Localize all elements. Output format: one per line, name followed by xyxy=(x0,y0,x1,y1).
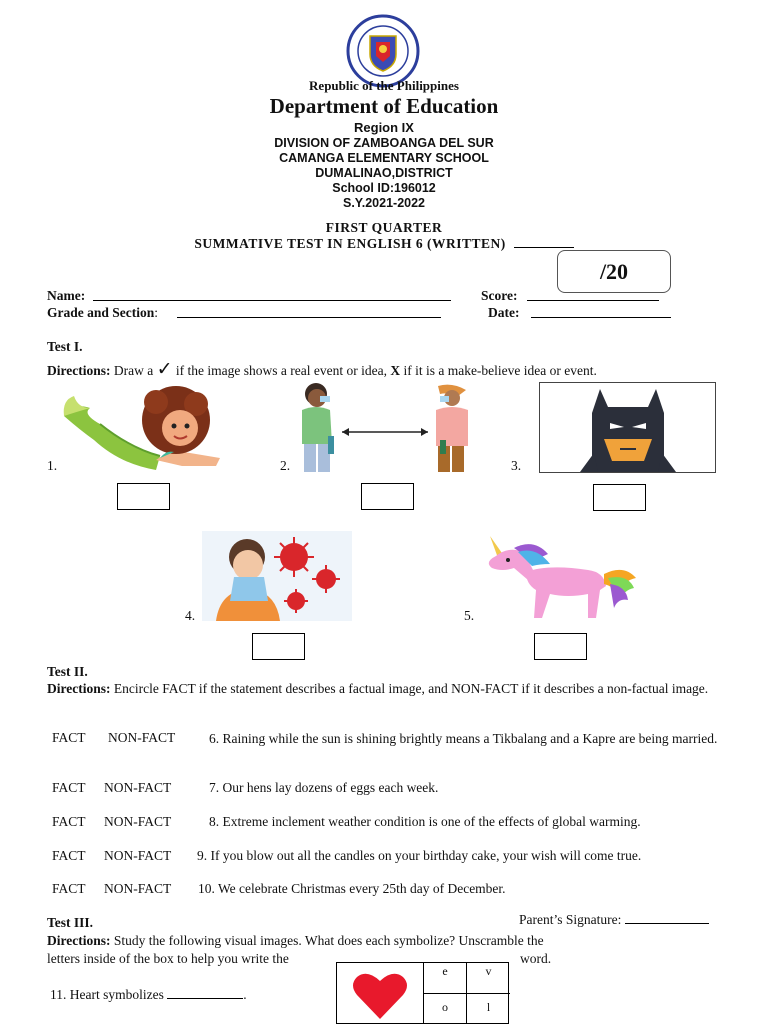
batman-mask-image xyxy=(539,382,716,473)
item-11 xyxy=(50,987,247,1003)
parent-signature xyxy=(519,912,709,928)
test2-directions xyxy=(47,680,720,697)
test-title-underline xyxy=(514,236,574,248)
grade-section-text: Grade and Section xyxy=(47,305,155,320)
statement-8: 8. Extreme inclement weather condition is one of the effects of global warming. xyxy=(209,814,641,829)
virus-sneeze-image xyxy=(202,531,352,621)
letter-cell-3 xyxy=(424,994,467,1024)
grade-colon: : xyxy=(154,305,159,320)
test2-directions-text: Encircle FACT if the statement describes a factual image, and NON-FACT if it describes a non-factual image. xyxy=(113,681,709,696)
grade-section-field[interactable] xyxy=(177,306,441,318)
test1-directions-post: if it is a make-believe idea or event. xyxy=(403,363,597,378)
division-line: DIVISION OF ZAMBOANGA DEL SUR xyxy=(274,136,494,150)
test3-directions-line1 xyxy=(47,933,544,949)
test1-directions-label: Directions: xyxy=(47,363,111,378)
test-title: SUMMATIVE TEST IN ENGLISH 6 (WRITTEN) xyxy=(194,236,506,251)
date-field[interactable] xyxy=(531,306,671,318)
statement-7: 7. Our hens lay dozens of eggs each week. xyxy=(209,780,439,795)
fact-option-10[interactable]: FACT xyxy=(52,881,86,896)
statement-10: 10. We celebrate Christmas every 25th day of December. xyxy=(198,881,506,896)
answer-box-1[interactable] xyxy=(117,483,170,510)
fact-option-7[interactable]: FACT xyxy=(52,780,86,795)
test2-directions-label: Directions: xyxy=(47,681,111,696)
answer-box-3[interactable] xyxy=(593,484,646,511)
answer-box-2[interactable] xyxy=(361,483,414,510)
school-id-line: School ID:196012 xyxy=(332,181,436,195)
letter-cell-4 xyxy=(467,994,510,1024)
nonfact-option-10[interactable]: NON-FACT xyxy=(104,881,172,896)
item-11-end: . xyxy=(243,987,247,1002)
item-4-number: 4. xyxy=(185,608,196,623)
test1-directions-mid: if the image shows a real event or idea, xyxy=(175,363,387,378)
letter-e: e xyxy=(442,964,448,978)
republic-line: Republic of the Philippines xyxy=(309,78,459,93)
letter-cell-1 xyxy=(424,963,467,994)
nonfact-option-7[interactable]: NON-FACT xyxy=(104,780,172,795)
heart-icon xyxy=(337,963,424,1024)
test3-title: Test III. xyxy=(47,915,94,930)
score-box xyxy=(557,250,671,293)
item-11-answer-field[interactable] xyxy=(167,987,243,999)
letter-l: l xyxy=(486,1000,491,1014)
region-line: Region IX xyxy=(354,120,414,135)
statement-9: 9. If you blow out all the candles on your birthday cake, your wish will come true. xyxy=(197,848,642,863)
letter-v: v xyxy=(485,964,492,978)
nonfact-option-9[interactable]: NON-FACT xyxy=(104,848,172,863)
letter-cell-2 xyxy=(467,963,510,994)
check-icon: ✓ xyxy=(156,359,173,380)
statement-row-6 xyxy=(52,730,722,766)
nonfact-option-8[interactable]: NON-FACT xyxy=(104,814,172,829)
name-field[interactable] xyxy=(93,289,451,301)
fact-option-9[interactable]: FACT xyxy=(52,848,86,863)
date-label: Date: xyxy=(488,305,520,320)
item-1-number: 1. xyxy=(47,458,58,473)
x-mark: X xyxy=(390,363,401,378)
score-label: Score: xyxy=(481,288,518,303)
test3-directions-line2a: letters inside of the box to help you write the xyxy=(47,951,289,966)
letter-o: o xyxy=(442,1000,448,1014)
score-field[interactable] xyxy=(527,289,659,301)
social-distancing-image xyxy=(292,380,472,475)
name-label: Name: xyxy=(47,288,86,303)
district-line: DUMALINAO,DISTRICT xyxy=(315,166,453,180)
school-year-line: S.Y.2021-2022 xyxy=(342,196,425,210)
fact-option-6[interactable]: FACT xyxy=(52,730,86,745)
test3-directions-label: Directions: xyxy=(47,933,111,948)
unicorn-image xyxy=(478,528,643,623)
test1-directions xyxy=(47,358,597,381)
fact-option-8[interactable]: FACT xyxy=(52,814,86,829)
answer-box-4[interactable] xyxy=(252,633,305,660)
item-5-number: 5. xyxy=(464,608,475,623)
parent-signature-label: Parent’s Signature: xyxy=(519,912,622,927)
test2-title: Test II. xyxy=(47,664,88,679)
mermaid-image xyxy=(60,380,225,475)
department-title: Department of Education xyxy=(269,94,499,118)
grade-section-label xyxy=(47,305,158,321)
item-11-text: 11. Heart symbolizes xyxy=(50,987,164,1002)
nonfact-option-6[interactable]: NON-FACT xyxy=(108,730,176,745)
parent-signature-field[interactable] xyxy=(625,912,709,924)
school-line: CAMANGA ELEMENTARY SCHOOL xyxy=(279,151,489,165)
scramble-table xyxy=(336,962,509,1024)
answer-box-5[interactable] xyxy=(534,633,587,660)
score-total: /20 xyxy=(599,259,629,284)
deped-seal xyxy=(346,14,420,88)
heart-cell xyxy=(337,963,424,1024)
test1-title: Test I. xyxy=(47,339,83,354)
statement-6: 6. Raining while the sun is shining brightly means a Tikbalang and a Kapre are being married. xyxy=(209,731,718,746)
item-2-number: 2. xyxy=(280,458,291,473)
test3-directions-text1: Study the following visual images. What does each symbolize? Unscramble the xyxy=(113,933,544,948)
test1-directions-pre: Draw a xyxy=(113,363,154,378)
quarter-line: FIRST QUARTER xyxy=(325,220,443,235)
test3-directions-line2b: word. xyxy=(520,951,552,966)
item-3-number: 3. xyxy=(511,458,522,473)
